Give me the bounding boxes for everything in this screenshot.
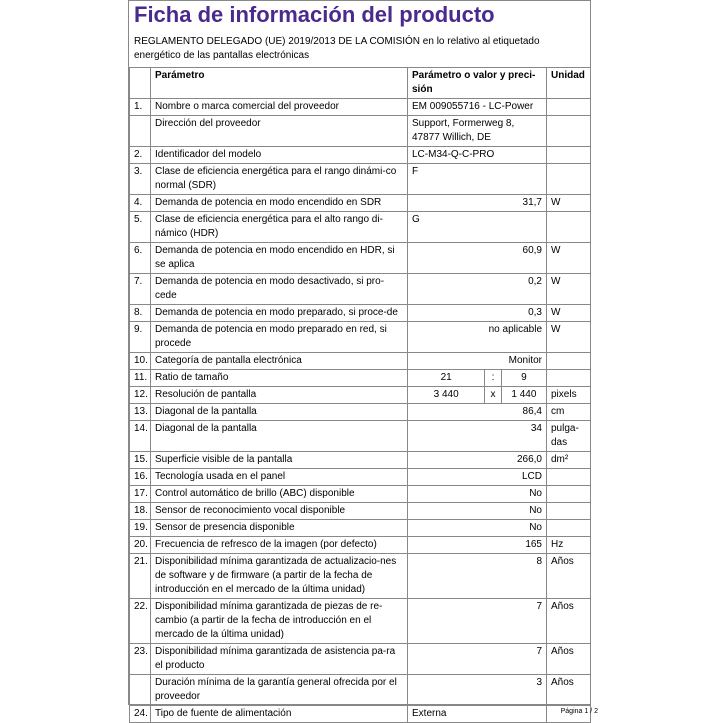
row-unit: W (547, 195, 591, 212)
page-number: Página 1 / 2 (560, 708, 598, 715)
row-parameter: Superficie visible de la pantalla (151, 452, 408, 469)
table-row (130, 421, 591, 452)
row-unit: W (547, 305, 591, 322)
row-number: 10. (130, 353, 151, 370)
table-header-row (130, 68, 591, 99)
row-number: 1. (130, 99, 151, 116)
row-parameter: Tecnología usada en el panel (151, 469, 408, 486)
table-row (130, 599, 591, 644)
header-number (130, 68, 151, 99)
row-unit (547, 520, 591, 537)
row-unit: W (547, 274, 591, 305)
row-number: 23. (130, 644, 151, 675)
table-row (130, 212, 591, 243)
header-unit: Unidad (547, 68, 591, 99)
product-info-table (129, 67, 591, 723)
row-parameter: Identificador del modelo (151, 147, 408, 164)
row-value: Support, Formerweg 8, 47877 Willich, DE (408, 116, 547, 147)
row-value: LCD (408, 469, 547, 486)
row-number: 24. (130, 706, 151, 723)
row-value: No (408, 520, 547, 537)
row-parameter: Clase de eficiencia energética para el rango dinámi-co normal (SDR) (151, 164, 408, 195)
row-unit (547, 486, 591, 503)
row-number: 16. (130, 469, 151, 486)
row-value: No (408, 503, 547, 520)
row-number: 7. (130, 274, 151, 305)
row-value: 60,9 (408, 243, 547, 274)
row-unit (547, 353, 591, 370)
row-number: 13. (130, 404, 151, 421)
table-row (130, 469, 591, 486)
row-parameter: Demanda de potencia en modo desactivado, si pro-cede (151, 274, 408, 305)
row-number: 14. (130, 421, 151, 452)
row-number: 21. (130, 554, 151, 599)
row-parameter: Disponibilidad mínima garantizada de asistencia pa-ra el producto (151, 644, 408, 675)
row-parameter: Dirección del proveedor (151, 116, 408, 147)
row-unit: Años (547, 644, 591, 675)
row-value: 165 (408, 537, 547, 554)
row-unit: W (547, 243, 591, 274)
table-row (130, 404, 591, 421)
table-row (130, 116, 591, 147)
row-number: 2. (130, 147, 151, 164)
row-number: 15. (130, 452, 151, 469)
row-parameter: Sensor de reconocimiento vocal disponible (151, 503, 408, 520)
table-row (130, 322, 591, 353)
header-parameter: Parámetro (151, 68, 408, 99)
row-parameter: Frecuencia de refresco de la imagen (por defecto) (151, 537, 408, 554)
row-value-part: : (485, 370, 502, 386)
row-parameter: Clase de eficiencia energética para el alto rango di-námico (HDR) (151, 212, 408, 243)
row-unit (547, 116, 591, 147)
row-unit: pixels (547, 387, 591, 404)
row-parameter: Ratio de tamaño (151, 370, 408, 387)
row-parameter: Nombre o marca comercial del proveedor (151, 99, 408, 116)
row-value: 266,0 (408, 452, 547, 469)
row-number: 6. (130, 243, 151, 274)
row-number: 17. (130, 486, 151, 503)
table-row (130, 99, 591, 116)
row-number: 5. (130, 212, 151, 243)
table-row (130, 486, 591, 503)
page-title: Ficha de información del producto (134, 2, 495, 27)
row-parameter: Demanda de potencia en modo preparado, si proce-de (151, 305, 408, 322)
table-row (130, 387, 591, 404)
row-unit: dm² (547, 452, 591, 469)
table-row (130, 554, 591, 599)
row-unit (547, 212, 591, 243)
row-number (130, 675, 151, 706)
row-number: 19. (130, 520, 151, 537)
row-unit: cm (547, 404, 591, 421)
table-row (130, 164, 591, 195)
table-row (130, 305, 591, 322)
table-row (130, 644, 591, 675)
row-value: EM 009055716 - LC-Power (408, 99, 547, 116)
row-parameter: Diagonal de la pantalla (151, 404, 408, 421)
row-parameter: Duración mínima de la garantía general ofrecida por el proveedor (151, 675, 408, 706)
row-value: 0,2 (408, 274, 547, 305)
row-value-split (408, 387, 547, 404)
row-parameter: Sensor de presencia disponible (151, 520, 408, 537)
table-row (130, 675, 591, 706)
row-value: 31,7 (408, 195, 547, 212)
row-unit: Años (547, 554, 591, 599)
row-parameter: Disponibilidad mínima garantizada de piezas de re-cambio (a partir de la fecha de introducción en el mercado de la última unidad) (151, 599, 408, 644)
table-row (130, 503, 591, 520)
row-parameter: Disponibilidad mínima garantizada de actualizacio-nes de software y de firmware (a partir de la fecha de introducción en el mercado de la última unidad) (151, 554, 408, 599)
row-number: 20. (130, 537, 151, 554)
row-value: 7 (408, 599, 547, 644)
row-parameter: Resolución de pantalla (151, 387, 408, 404)
row-value-part: x (485, 387, 502, 403)
row-value: Monitor (408, 353, 547, 370)
row-value-part: 21 (408, 370, 485, 386)
table-row (130, 452, 591, 469)
row-value: 3 (408, 675, 547, 706)
row-value: LC-M34-Q-C-PRO (408, 147, 547, 164)
table-row (130, 370, 591, 387)
row-parameter: Diagonal de la pantalla (151, 421, 408, 452)
row-number: 4. (130, 195, 151, 212)
row-value-split (408, 370, 547, 387)
table-row (130, 243, 591, 274)
row-unit: Años (547, 599, 591, 644)
row-unit: Años (547, 675, 591, 706)
row-number: 3. (130, 164, 151, 195)
header-value: Parámetro o valor y preci-sión (408, 68, 547, 99)
row-unit (547, 503, 591, 520)
row-parameter: Demanda de potencia en modo preparado en red, si procede (151, 322, 408, 353)
row-number (130, 116, 151, 147)
table-row (130, 353, 591, 370)
row-parameter: Categoría de pantalla electrónica (151, 353, 408, 370)
row-value: 7 (408, 644, 547, 675)
row-parameter: Control automático de brillo (ABC) disponible (151, 486, 408, 503)
regulation-subtitle: REGLAMENTO DELEGADO (UE) 2019/2013 DE LA COMISIÓN en lo relativo al etiquetado energético de las pantallas electrónicas (134, 36, 540, 61)
row-value: 0,3 (408, 305, 547, 322)
table-row (130, 195, 591, 212)
row-value-part: 3 440 (408, 387, 485, 403)
row-value: G (408, 212, 547, 243)
row-unit (547, 99, 591, 116)
row-unit (547, 469, 591, 486)
row-unit (547, 164, 591, 195)
row-value: No (408, 486, 547, 503)
row-parameter: Demanda de potencia en modo encendido en SDR (151, 195, 408, 212)
table-row (130, 274, 591, 305)
row-unit: Hz (547, 537, 591, 554)
row-number: 22. (130, 599, 151, 644)
row-value: 86,4 (408, 404, 547, 421)
row-value-part: 9 (521, 372, 527, 383)
row-value: no aplicable (408, 322, 547, 353)
row-parameter: Demanda de potencia en modo encendido en HDR, si se aplica (151, 243, 408, 274)
row-value: 34 (408, 421, 547, 452)
row-number: 8. (130, 305, 151, 322)
row-unit: pulga-das (547, 421, 591, 452)
row-number: 11. (130, 370, 151, 387)
table-row (130, 520, 591, 537)
table-row (130, 537, 591, 554)
row-value: Externa (408, 706, 547, 723)
row-unit (547, 147, 591, 164)
row-number: 18. (130, 503, 151, 520)
row-value: 8 (408, 554, 547, 599)
row-parameter: Tipo de fuente de alimentación (151, 706, 408, 723)
table-row (130, 147, 591, 164)
row-value: F (408, 164, 547, 195)
row-value-part: 1 440 (511, 389, 537, 400)
row-unit: W (547, 322, 591, 353)
row-number: 9. (130, 322, 151, 353)
row-unit (547, 370, 591, 387)
row-number: 12. (130, 387, 151, 404)
